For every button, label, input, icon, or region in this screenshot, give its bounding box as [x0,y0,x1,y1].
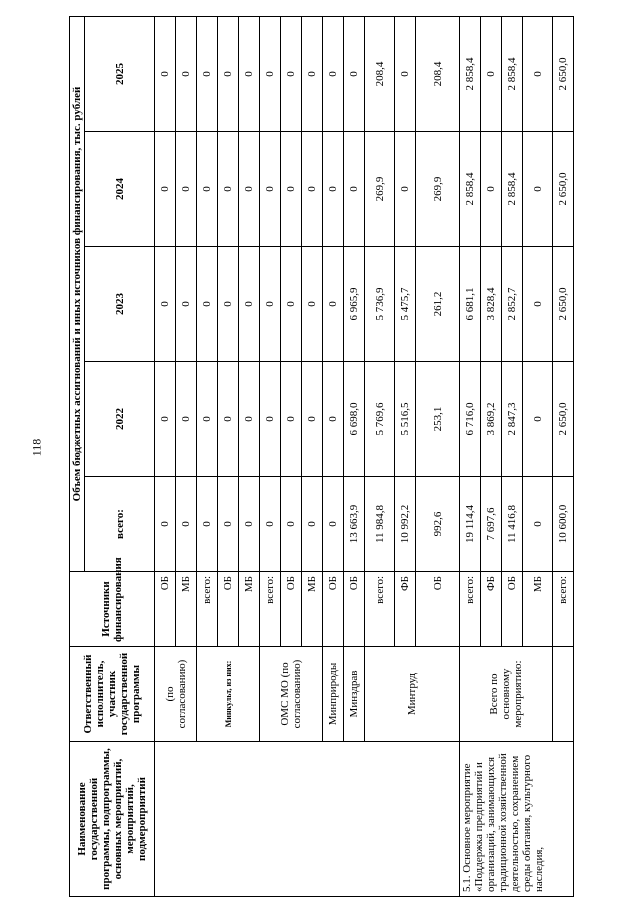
source-cell: МБ [302,572,323,647]
value-cell: 0 [197,477,218,572]
header-source: Источники финансирования [70,572,155,647]
value-cell: 2 858,4 [460,132,481,247]
value-cell: 0 [481,16,502,131]
value-cell: 7 697,6 [481,477,502,572]
name-cell [155,742,460,897]
value-cell: 0 [281,477,302,572]
value-cell: 0 [239,247,260,362]
page-number: 118 [29,438,44,457]
value-cell: 0 [523,477,553,572]
header-name: Наименование государственной программы, подпрограммы, основных мероприятий, мероприятий, подмероприятий [70,742,155,897]
value-cell: 0 [523,247,553,362]
value-cell: 0 [302,247,323,362]
value-cell: 2 650,0 [553,247,574,362]
value-cell: 10 600,0 [553,477,574,572]
value-cell: 0 [281,16,302,131]
value-cell: 0 [218,132,239,247]
value-cell: 0 [323,132,344,247]
value-cell: 0 [155,16,176,131]
value-cell: 10 992,2 [395,477,416,572]
source-cell: ОБ [344,572,365,647]
value-cell: 208,4 [365,16,395,131]
value-cell: 0 [197,132,218,247]
value-cell: 269,9 [365,132,395,247]
header-amount-group: Объем бюджетных ассигнований и иных источников финансирования, тыс. рублей [70,16,85,571]
value-cell: 13 663,9 [344,477,365,572]
value-cell: 6 965,9 [344,247,365,362]
value-cell: 5 516,5 [395,362,416,477]
source-cell: ОБ [218,572,239,647]
value-cell: 0 [176,16,197,131]
value-cell: 261,2 [416,247,460,362]
value-cell: 0 [302,477,323,572]
value-cell: 0 [323,477,344,572]
value-cell: 0 [239,16,260,131]
executor-cell: ОМС МО (по согласованию) [260,647,323,742]
value-cell: 0 [239,477,260,572]
header-executor: Ответственный исполнитель, участник государственной программы [70,647,155,742]
value-cell: 0 [323,247,344,362]
value-cell: 0 [260,16,281,131]
value-cell: 0 [523,16,553,131]
value-cell: 2 847,3 [502,362,523,477]
source-cell: ОБ [502,572,523,647]
value-cell: 0 [260,362,281,477]
value-cell: 0 [344,16,365,131]
value-cell: 0 [218,362,239,477]
value-cell: 253,1 [416,362,460,477]
header-year-2025: 2025 [85,16,155,131]
source-cell: всего: [260,572,281,647]
value-cell: 6 698,0 [344,362,365,477]
header-total: всего: [85,477,155,572]
value-cell: 269,9 [416,132,460,247]
value-cell: 0 [323,362,344,477]
executor-cell: Минтруд [365,647,460,742]
source-cell: всего: [553,572,574,647]
value-cell: 0 [218,477,239,572]
value-cell: 0 [344,132,365,247]
value-cell: 0 [155,477,176,572]
value-cell: 0 [155,362,176,477]
value-cell: 11 416,8 [502,477,523,572]
value-cell: 6 716,0 [460,362,481,477]
source-cell: всего: [460,572,481,647]
source-cell: ФБ [481,572,502,647]
executor-cell: Всего по основному мероприятию: [460,647,553,742]
source-cell: всего: [365,572,395,647]
executor-cell [553,647,574,742]
value-cell: 0 [239,362,260,477]
executor-cell: Минкульт, из них: [197,647,260,742]
value-cell: 0 [197,362,218,477]
table-row [155,16,176,896]
source-cell: МБ [523,572,553,647]
source-cell: ОБ [155,572,176,647]
funding-table [69,16,574,897]
value-cell: 0 [302,132,323,247]
value-cell: 992,6 [416,477,460,572]
value-cell: 2 858,4 [502,16,523,131]
value-cell: 0 [260,477,281,572]
value-cell: 0 [302,362,323,477]
executor-cell: Минприроды [323,647,344,742]
value-cell: 0 [481,132,502,247]
value-cell: 0 [523,362,553,477]
value-cell: 208,4 [416,16,460,131]
value-cell: 2 852,7 [502,247,523,362]
value-cell: 2 650,0 [553,362,574,477]
value-cell: 0 [218,247,239,362]
value-cell: 0 [281,132,302,247]
header-year-2023: 2023 [85,247,155,362]
value-cell: 2 650,0 [553,16,574,131]
value-cell: 0 [176,132,197,247]
value-cell: 0 [218,16,239,131]
value-cell: 0 [395,16,416,131]
value-cell: 6 681,1 [460,247,481,362]
value-cell: 11 984,8 [365,477,395,572]
value-cell: 0 [323,16,344,131]
value-cell: 5 736,9 [365,247,395,362]
name-cell: 5.1. Основное мероприятие «Поддержка предприятий и организаций, занимающихся традиционной хозяйственной деятельностью, сохранением среды обитания, культурного наследия, [460,742,574,897]
value-cell: 0 [197,16,218,131]
value-cell: 2 858,4 [460,16,481,131]
value-cell: 5 475,7 [395,247,416,362]
value-cell: 0 [239,132,260,247]
value-cell: 0 [260,247,281,362]
executor-cell: Минздрав [344,647,365,742]
value-cell: 3 828,4 [481,247,502,362]
value-cell: 0 [176,247,197,362]
source-cell: МБ [176,572,197,647]
rotated-table-container [69,17,629,897]
value-cell: 0 [176,362,197,477]
header-year-2022: 2022 [85,362,155,477]
value-cell: 0 [260,132,281,247]
value-cell: 0 [155,132,176,247]
source-cell: ОБ [416,572,460,647]
value-cell: 0 [395,132,416,247]
source-cell: МБ [239,572,260,647]
value-cell: 2 858,4 [502,132,523,247]
value-cell: 0 [523,132,553,247]
value-cell: 3 869,2 [481,362,502,477]
value-cell: 5 769,6 [365,362,395,477]
table-row [460,16,481,896]
executor-cell: (по согласованию) [155,647,197,742]
value-cell: 0 [197,247,218,362]
value-cell: 0 [155,247,176,362]
value-cell: 19 114,4 [460,477,481,572]
value-cell: 0 [176,477,197,572]
source-cell: ОБ [281,572,302,647]
source-cell: ОБ [323,572,344,647]
header-year-2024: 2024 [85,132,155,247]
value-cell: 0 [281,362,302,477]
value-cell: 2 650,0 [553,132,574,247]
value-cell: 0 [281,247,302,362]
value-cell: 0 [302,16,323,131]
source-cell: всего: [197,572,218,647]
source-cell: ФБ [395,572,416,647]
